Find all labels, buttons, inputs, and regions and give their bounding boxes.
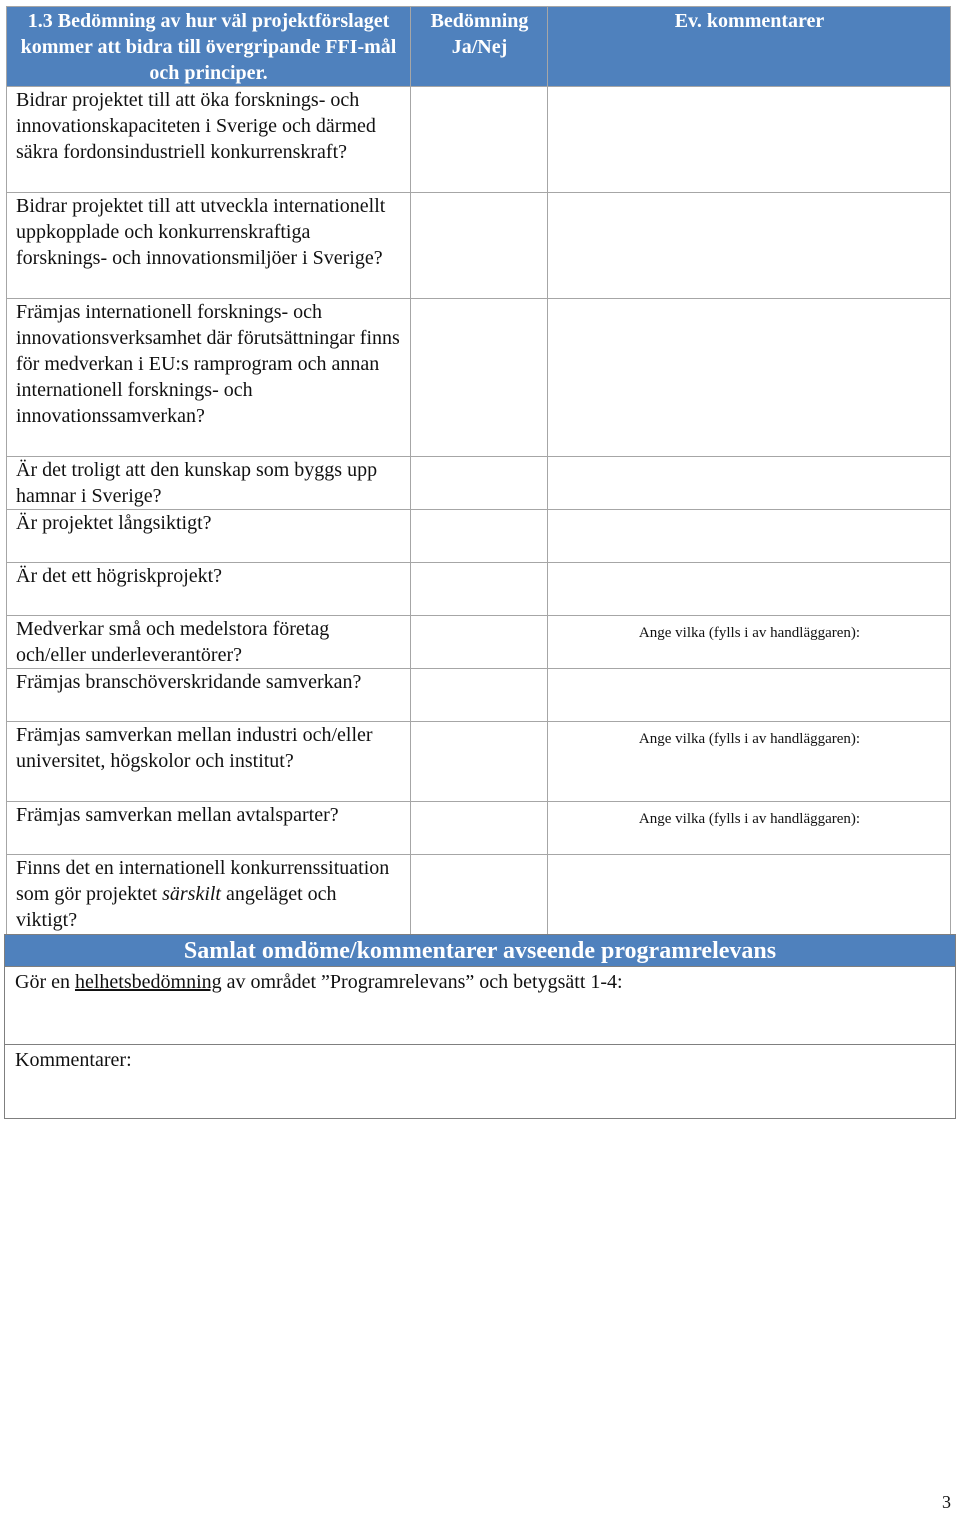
- comment-cell[interactable]: [548, 510, 951, 563]
- answer-cell[interactable]: [411, 193, 548, 299]
- comment-cell[interactable]: [548, 669, 951, 722]
- question-cell: [7, 855, 411, 935]
- question-cell: Främjas internationell forsknings- och innovationsverksamhet där förutsättningar finns för medverkan i EU:s ramprogram och annan internationell forsknings- och innovationssamverkan?: [7, 299, 411, 457]
- answer-cell[interactable]: [411, 616, 548, 669]
- overall-assessment-field[interactable]: [5, 967, 956, 1045]
- table-row: [7, 193, 951, 299]
- question-emphasis: särskilt: [162, 883, 221, 905]
- table-row: [7, 616, 951, 669]
- header-comments: Ev. kommentarer: [548, 7, 951, 87]
- table-row: [7, 722, 951, 802]
- table-row: [7, 299, 951, 457]
- answer-cell[interactable]: [411, 669, 548, 722]
- comments-field[interactable]: [5, 1045, 956, 1119]
- answer-cell[interactable]: [411, 855, 548, 935]
- answer-cell[interactable]: [411, 457, 548, 510]
- comment-cell-note[interactable]: Ange vilka (fylls i av handläggaren):: [548, 722, 951, 802]
- table-row: [7, 87, 951, 193]
- answer-cell[interactable]: [411, 87, 548, 193]
- answer-cell[interactable]: [411, 722, 548, 802]
- comment-cell-note[interactable]: Ange vilka (fylls i av handläggaren):: [548, 802, 951, 855]
- answer-cell[interactable]: [411, 299, 548, 457]
- question-cell: Bidrar projektet till att öka forsknings- och innovationskapaciteten i Sverige och därmed säkra fordonsindustriell konkurrenskraft?: [7, 87, 411, 193]
- comment-cell[interactable]: [548, 193, 951, 299]
- comment-cell[interactable]: [548, 855, 951, 935]
- table-row: [7, 457, 951, 510]
- question-cell: Är projektet långsiktigt?: [7, 510, 411, 563]
- comment-cell[interactable]: [548, 563, 951, 616]
- comment-cell[interactable]: [548, 457, 951, 510]
- comment-cell[interactable]: [548, 299, 951, 457]
- question-cell: Bidrar projektet till att utveckla internationellt uppkopplade och konkurrenskraftiga forsknings- och innovationsmiljöer i Sverige?: [7, 193, 411, 299]
- answer-cell[interactable]: [411, 510, 548, 563]
- header-assessment: Bedömning Ja/Nej: [411, 7, 548, 87]
- question-cell: Är det ett högriskprojekt?: [7, 563, 411, 616]
- table-row: [7, 563, 951, 616]
- assessment-instruction-end: av området ”Programrelevans” och betygsätt 1-4:: [221, 971, 623, 993]
- question-text: Finns det en internationell konkurrenssituation som gör projektet: [16, 857, 390, 905]
- answer-cell[interactable]: [411, 563, 548, 616]
- assessment-table: [6, 6, 951, 935]
- answer-cell[interactable]: [411, 802, 548, 855]
- table-row: [7, 802, 951, 855]
- comment-cell[interactable]: [548, 87, 951, 193]
- question-cell: Är det troligt att den kunskap som byggs upp hamnar i Sverige?: [7, 457, 411, 510]
- question-text-end: angeläget och viktigt?: [16, 883, 337, 931]
- summary-table: [4, 934, 956, 1119]
- question-cell: Främjas samverkan mellan avtalsparter?: [7, 802, 411, 855]
- table-row: [7, 669, 951, 722]
- question-cell: Främjas branschöverskridande samverkan?: [7, 669, 411, 722]
- question-cell: Medverkar små och medelstora företag och/eller underleverantörer?: [7, 616, 411, 669]
- page-number: 3: [942, 1492, 951, 1512]
- table-row: [7, 855, 951, 935]
- summary-title: Samlat omdöme/kommentarer avseende programrelevans: [5, 935, 956, 967]
- table-row: [7, 510, 951, 563]
- assessment-instruction: Gör en: [15, 971, 75, 993]
- header-criteria: 1.3 Bedömning av hur väl projektförslaget kommer att bidra till övergripande FFI-mål och principer.: [7, 7, 411, 87]
- question-cell: Främjas samverkan mellan industri och/eller universitet, högskolor och institut?: [7, 722, 411, 802]
- table-header-row: [7, 7, 951, 87]
- comments-label: Kommentarer:: [15, 1049, 132, 1071]
- assessment-keyword: helhetsbedömning: [74, 971, 222, 993]
- comment-cell-note[interactable]: Ange vilka (fylls i av handläggaren):: [548, 616, 951, 669]
